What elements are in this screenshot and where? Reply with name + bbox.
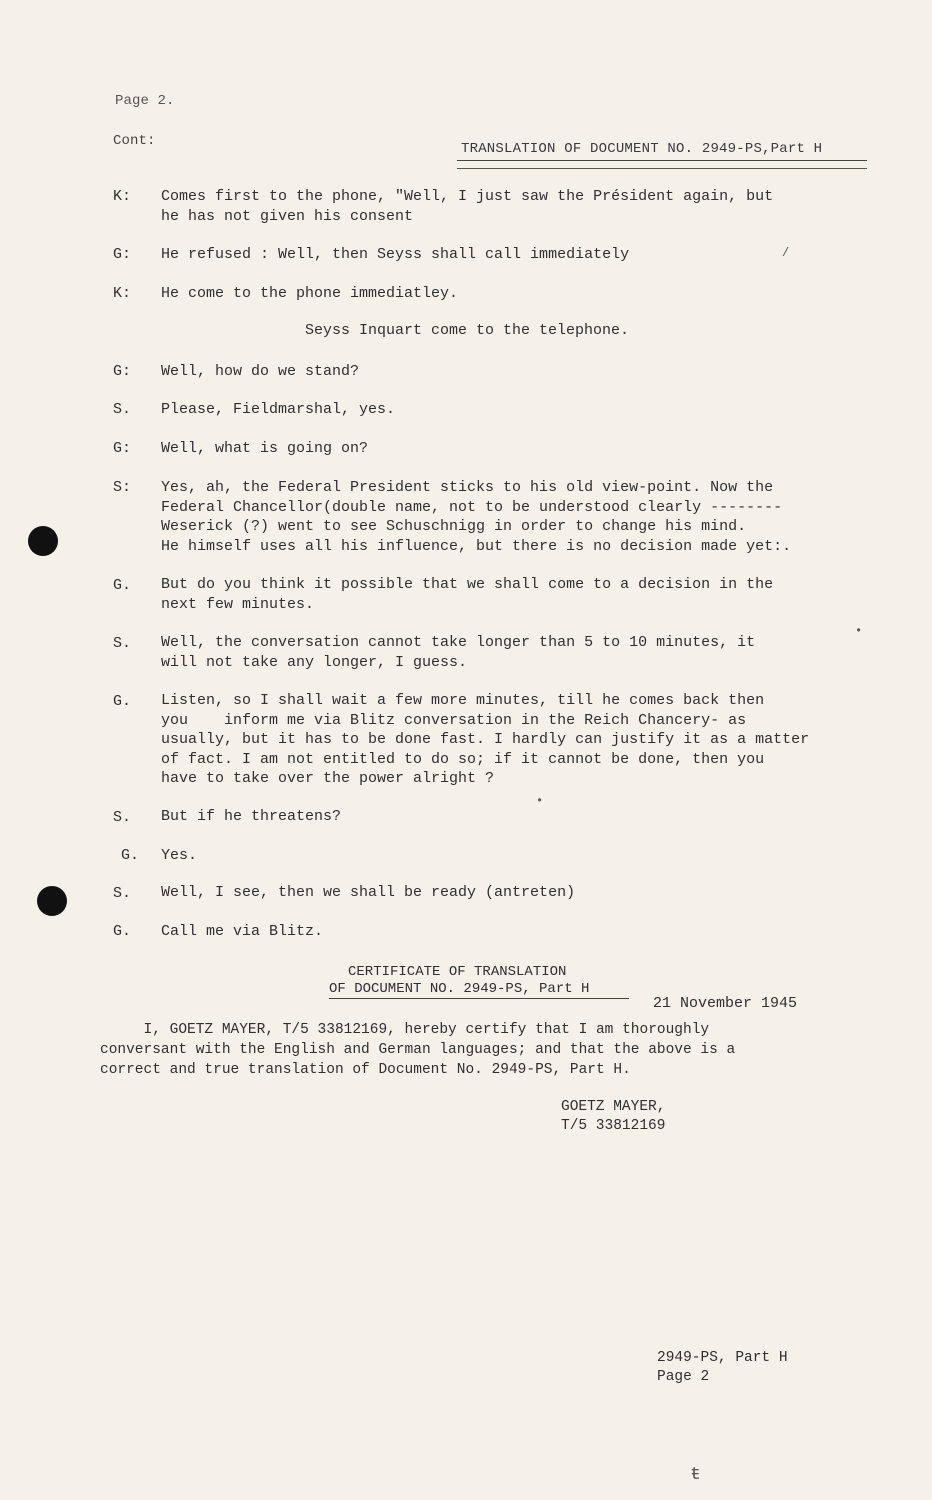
speech-text: Call me via Blitz. — [161, 923, 324, 940]
speaker-label: K: — [113, 285, 132, 302]
document-title: TRANSLATION OF DOCUMENT NO. 2949-PS,Part H — [461, 141, 823, 157]
speech-text: He refused : Well, then Seyss shall call immediately — [161, 246, 630, 263]
certificate-body: I, GOETZ MAYER, T/5 33812169, hereby certify that I am thoroughly conversant with the English and German languages; and that the above is a correct and true translation of Document No. 2949-PS, Part H. — [100, 1022, 736, 1078]
speech-text: Well, the conversation cannot take longer than 5 to 10 minutes, it will not take any longer, I guess. — [161, 634, 756, 671]
speech-text: Well, how do we stand? — [161, 363, 360, 380]
speech-text: He come to the phone immediatley. — [161, 285, 459, 302]
speech-text: Yes, ah, the Federal President sticks to his old view-point. Now the Federal Chancellor(double name, not to be understood clearly -------- Weserick (?) went to see Schuschnigg in order to change his mind. He himself uses all his influence, but there is no decision made yet:. — [161, 479, 792, 555]
stray-mark: / — [782, 246, 790, 260]
signature-name: GOETZ MAYER, — [561, 1099, 666, 1115]
footer-page: Page 2 — [657, 1369, 710, 1385]
punch-hole — [37, 886, 67, 916]
punch-hole — [28, 526, 58, 556]
speech-text: Well, what is going on? — [161, 440, 369, 457]
speaker-label: G: — [113, 363, 132, 380]
speaker-label: G. — [113, 693, 132, 710]
speaker-label: G. — [113, 577, 132, 594]
certificate-subtitle: OF DOCUMENT NO. 2949-PS, Part H — [329, 981, 590, 997]
continued-label: Cont: — [113, 133, 156, 149]
page-number-top: Page 2. — [115, 93, 175, 109]
speaker-label: G: — [113, 246, 132, 263]
speaker-label: S: — [113, 479, 132, 496]
speech-text: Yes. — [161, 847, 198, 864]
speech-text: Listen, so I shall wait a few more minutes, till he comes back then you inform me via Blitz conversation in the Reich Chancery- as usually, but it has to be done fast. I hardly can justify it as a matter of fact. I am not entitled to do so; if it cannot be done, then you have to take over the power alright ? — [161, 692, 810, 787]
title-rule — [457, 168, 867, 169]
stray-mark: • — [855, 624, 863, 638]
speaker-label: S. — [113, 885, 132, 902]
speech-text: Comes first to the phone, "Well, I just saw the Président again, but he has not given his consent — [161, 188, 774, 225]
certificate-title: CERTIFICATE OF TRANSLATION — [348, 964, 567, 980]
speech-text: But do you think it possible that we shall come to a decision in the next few minutes. — [161, 576, 774, 613]
signature-id: T/5 33812169 — [561, 1118, 666, 1134]
speaker-label: G: — [113, 440, 132, 457]
signature-block — [561, 1098, 665, 1136]
speech-text: But if he threatens? — [161, 808, 351, 825]
speaker-label: K: — [113, 188, 132, 205]
speaker-label: G. — [113, 923, 132, 940]
speaker-label: G. — [121, 847, 140, 864]
speech-text: Please, Fieldmarshal, yes. — [161, 401, 396, 418]
speaker-label: S. — [113, 809, 132, 826]
footer-doc-ref: 2949-PS, Part H — [657, 1350, 788, 1366]
stray-mark: • — [536, 794, 544, 808]
certificate-underline — [329, 998, 629, 999]
stray-mark: ŧ — [690, 1465, 701, 1485]
speech-text: Well, I see, then we shall be ready (antreten) — [161, 884, 576, 901]
title-underline — [457, 160, 867, 161]
stage-direction: Seyss Inquart come to the telephone. — [305, 322, 630, 339]
certificate-date: 21 November 1945 — [653, 995, 798, 1012]
speaker-label: S. — [113, 401, 132, 418]
speaker-label: S. — [113, 635, 132, 652]
footer-reference — [657, 1349, 788, 1387]
